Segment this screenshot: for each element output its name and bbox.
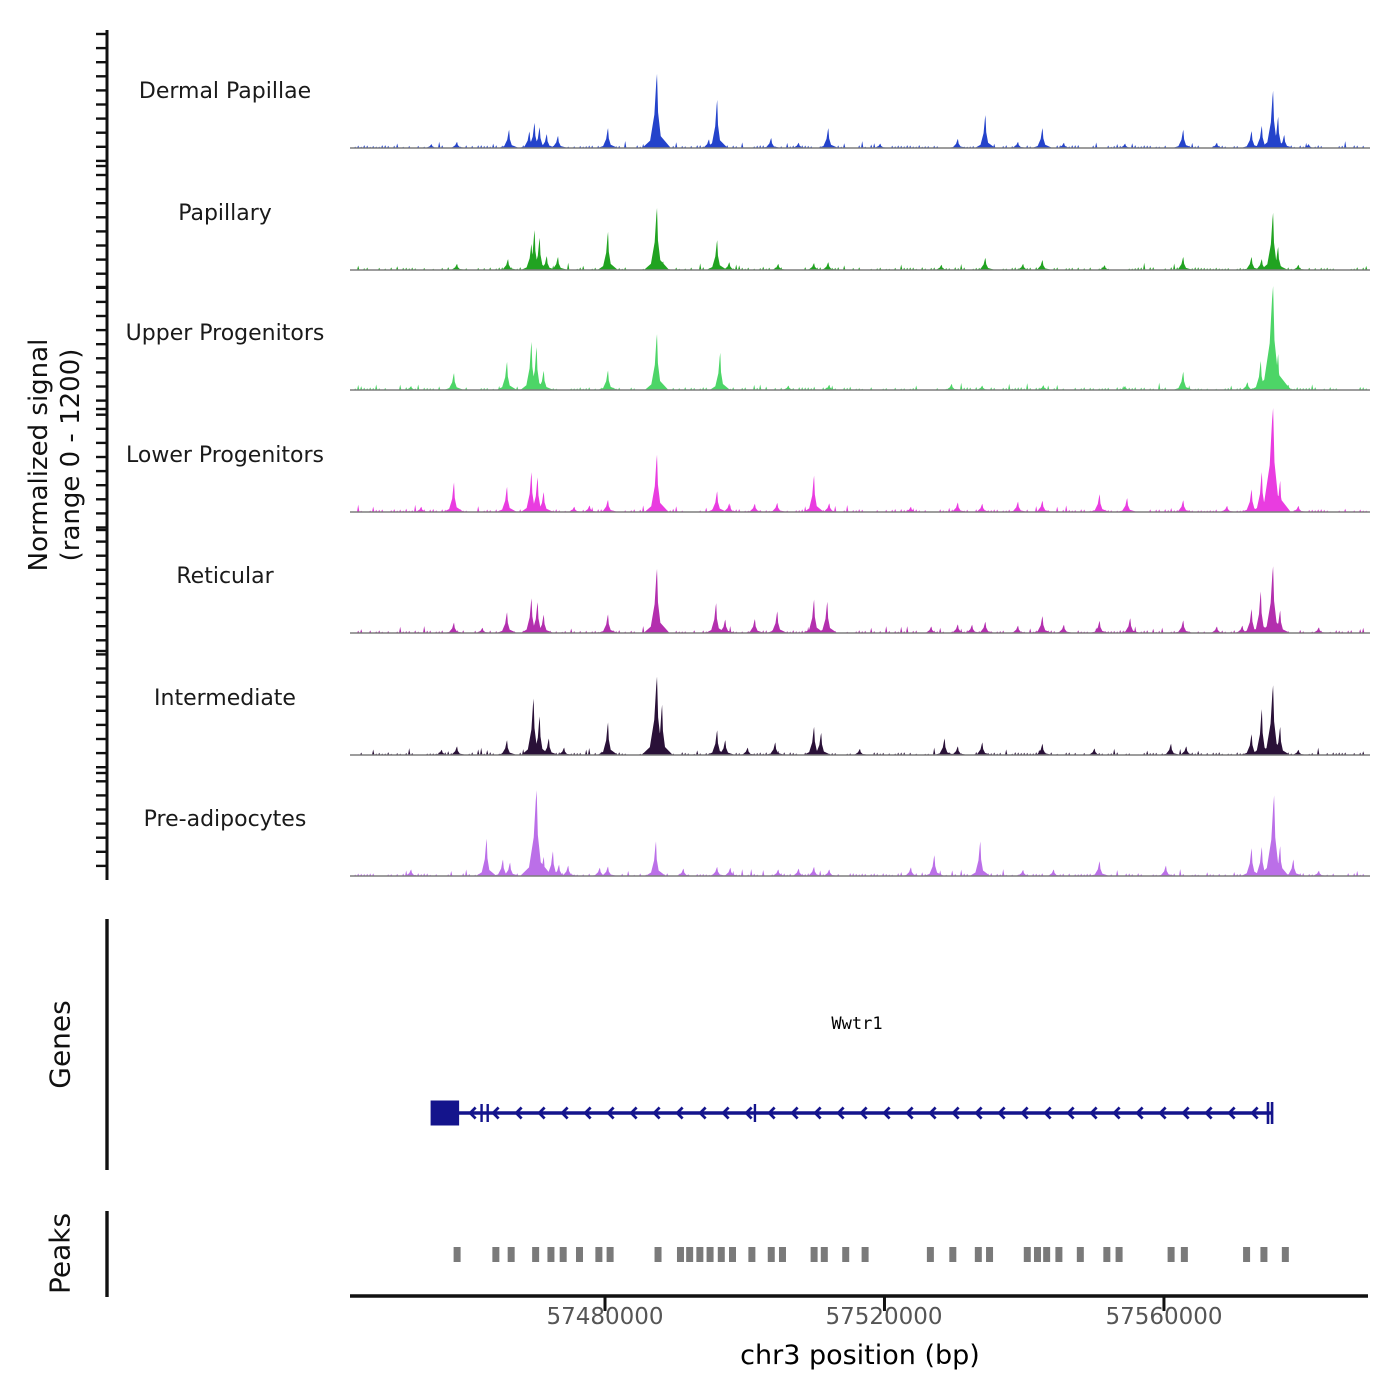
peak-interval — [547, 1247, 554, 1262]
track-label-papillary: Papillary — [178, 201, 272, 226]
peak-interval — [454, 1247, 461, 1262]
peak-interval — [607, 1247, 614, 1262]
peak-interval — [821, 1247, 828, 1262]
peak-interval — [655, 1247, 662, 1262]
peak-interval — [986, 1247, 993, 1262]
peak-interval — [768, 1247, 775, 1262]
track-signal — [411, 408, 1309, 512]
genes-section-label: Genes — [43, 1000, 77, 1089]
peak-interval — [842, 1247, 849, 1262]
track-signal — [401, 286, 1299, 390]
peak-interval — [1077, 1247, 1084, 1262]
peak-interval — [532, 1247, 539, 1262]
gene-exon-box — [431, 1101, 460, 1126]
peak-interval — [595, 1247, 602, 1262]
peak-interval — [696, 1247, 703, 1262]
track-signal — [431, 677, 1308, 755]
signal-track-papillary — [350, 208, 1370, 270]
peak-interval — [779, 1247, 786, 1262]
signal-track-intermediate — [350, 677, 1370, 755]
x-tick-label-57560000: 57560000 — [1105, 1304, 1223, 1330]
signal-track-reticular — [350, 566, 1370, 633]
peak-interval — [862, 1247, 869, 1262]
track-signal — [443, 566, 1328, 633]
signal-track-lower-progenitors — [350, 408, 1370, 512]
y-axis-label — [23, 155, 87, 755]
track-signal — [421, 74, 1319, 148]
peak-interval — [1043, 1247, 1050, 1262]
track-label-upper-progenitors: Upper Progenitors — [125, 321, 325, 346]
peak-interval — [1168, 1247, 1175, 1262]
track-signal — [401, 790, 1329, 876]
signal-track-pre-adipocytes — [350, 790, 1370, 876]
track-label-lower-progenitors: Lower Progenitors — [126, 443, 324, 468]
x-axis-label: chr3 position (bp) — [740, 1340, 980, 1371]
peak-interval — [975, 1247, 982, 1262]
peak-interval — [1260, 1247, 1267, 1262]
peak-interval — [677, 1247, 684, 1262]
peak-interval — [927, 1247, 934, 1262]
peak-interval — [1055, 1247, 1062, 1262]
track-label-reticular: Reticular — [176, 564, 274, 589]
gene-track — [107, 919, 1272, 1170]
peak-interval — [1282, 1247, 1289, 1262]
peak-interval — [1024, 1247, 1031, 1262]
peak-interval — [1116, 1247, 1123, 1262]
peak-interval — [686, 1247, 693, 1262]
peak-interval — [492, 1247, 499, 1262]
signal-track-dermal-papillae — [350, 74, 1370, 148]
peak-interval — [707, 1247, 714, 1262]
peak-interval — [1243, 1247, 1250, 1262]
peaks-section-label: Peaks — [43, 1212, 77, 1295]
track-label-pre-adipocytes: Pre-adipocytes — [143, 807, 307, 832]
peak-interval — [811, 1247, 818, 1262]
peak-interval — [1103, 1247, 1110, 1262]
y-axis-label-line1: Normalized signal — [24, 338, 54, 572]
peak-interval — [1034, 1247, 1041, 1262]
peak-interval — [560, 1247, 567, 1262]
peak-interval — [949, 1247, 956, 1262]
track-label-intermediate: Intermediate — [154, 686, 296, 711]
peak-interval — [748, 1247, 755, 1262]
x-tick-label-57480000: 57480000 — [546, 1304, 664, 1330]
gene-name-wwtr1: Wwtr1 — [831, 1014, 883, 1034]
track-label-dermal-papillae: Dermal Papillae — [138, 79, 312, 104]
peak-interval — [508, 1247, 515, 1262]
peak-interval — [576, 1247, 583, 1262]
peak-interval — [729, 1247, 736, 1262]
track-signal — [446, 208, 1308, 270]
peak-interval — [1181, 1247, 1188, 1262]
y-axis-label-line2: (range 0 - 1200) — [56, 348, 86, 562]
x-tick-label-57520000: 57520000 — [825, 1304, 943, 1330]
peak-interval — [718, 1247, 725, 1262]
peaks-track — [107, 1211, 1289, 1297]
signal-track-upper-progenitors — [350, 286, 1370, 390]
